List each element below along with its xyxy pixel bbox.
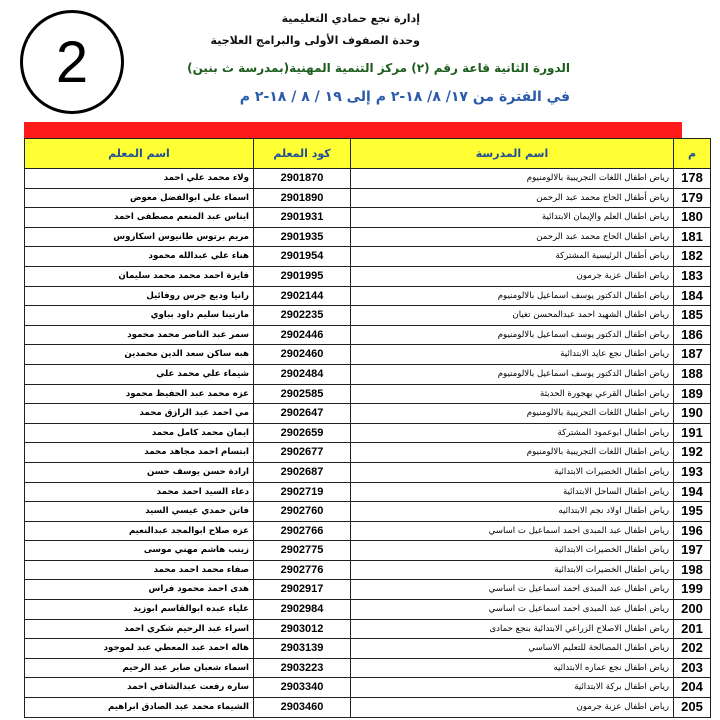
row-number: 203 <box>674 658 711 678</box>
row-number: 182 <box>674 247 711 267</box>
row-number: 186 <box>674 325 711 345</box>
teacher-code: 2902687 <box>254 462 351 482</box>
teacher-code: 2903139 <box>254 639 351 659</box>
school-name: رياض اطفال الشهيد احمد عبدالمحسن تغيان <box>351 306 674 326</box>
table-row <box>25 698 711 718</box>
teacher-code: 2902760 <box>254 502 351 522</box>
school-name: رياض اطفال ابوعمود المشتركة <box>351 423 674 443</box>
teacher-name: صفاء محمد احمد محمد <box>25 560 254 580</box>
school-name: رياض اطفال الدكتور يوسف اسماعيل بالالومنيوم <box>351 325 674 345</box>
teacher-name: الشيماء محمد عبد الصادق ابراهيم <box>25 698 254 718</box>
teacher-name: ايمان محمد كامل محمد <box>25 423 254 443</box>
teacher-code: 2902647 <box>254 404 351 424</box>
row-number: 200 <box>674 600 711 620</box>
table-body <box>25 169 711 718</box>
teacher-name: ارادة حسن يوسف حسن <box>25 462 254 482</box>
row-number: 194 <box>674 482 711 502</box>
row-number: 195 <box>674 502 711 522</box>
table-header-row <box>25 139 711 169</box>
school-name: رياض اطفال الساحل الابتدائية <box>351 482 674 502</box>
teacher-name: ولاء محمد علي احمد <box>25 169 254 189</box>
teacher-code: 2902775 <box>254 541 351 561</box>
teacher-name: زينب هاشم مهني موسى <box>25 541 254 561</box>
teacher-name: علياء عبده ابوالقاسم ابوزيد <box>25 600 254 620</box>
school-name: رياض اطفال الدكتور يوسف اسماعيل بالالومنيوم <box>351 364 674 384</box>
table-row <box>25 619 711 639</box>
row-number: 202 <box>674 639 711 659</box>
period-title: في الفترة من ١٧/ ٨/ ١٨-٢ م إلى ١٩ / ٨ / ١٨-٢ م <box>239 89 570 105</box>
table-row <box>25 325 711 345</box>
school-name: رياض اطفال الخضيرات الابتدائية <box>351 541 674 561</box>
row-number: 178 <box>674 169 711 189</box>
row-number: 199 <box>674 580 711 600</box>
school-name: رياض اطفال القرعي بهجورة الحديثة <box>351 384 674 404</box>
teacher-code: 2901954 <box>254 247 351 267</box>
teacher-code: 2903012 <box>254 619 351 639</box>
teachers-table <box>24 138 711 718</box>
row-number: 179 <box>674 188 711 208</box>
table-row <box>25 227 711 247</box>
row-number: 192 <box>674 443 711 463</box>
table-row <box>25 541 711 561</box>
teacher-code: 2903460 <box>254 698 351 718</box>
school-name: رياض اطفال عبد المبدى احمد اسماعيل ت اساسي <box>351 521 674 541</box>
teacher-code: 2901931 <box>254 208 351 228</box>
teacher-code: 2902776 <box>254 560 351 580</box>
school-name: رياض اطفال نجع عماره الابتدائيه <box>351 658 674 678</box>
school-name: رياض اطفال عزبة جرمون <box>351 698 674 718</box>
teacher-code: 2902984 <box>254 600 351 620</box>
teacher-name: مريم برتوس طانيوس اسكاروس <box>25 227 254 247</box>
teacher-name: مارتينا سليم داود بباوي <box>25 306 254 326</box>
table-row <box>25 404 711 424</box>
school-name: رياض أطفال الحاج محمد عبد الرحمن <box>351 188 674 208</box>
teacher-code: 2902144 <box>254 286 351 306</box>
header-num: م <box>674 139 711 169</box>
table-row <box>25 247 711 267</box>
table-row <box>25 678 711 698</box>
page-number: 2 <box>55 29 89 95</box>
row-number: 197 <box>674 541 711 561</box>
teacher-name: عزه محمد عبد الحفيظ محمود <box>25 384 254 404</box>
table-row <box>25 364 711 384</box>
header-school: اسم المدرسة <box>351 139 674 169</box>
row-number: 187 <box>674 345 711 365</box>
teacher-name: اسماء علي ابوالفضل معوض <box>25 188 254 208</box>
school-name: رياض اطفال عبد المبدى احمد اسماعيل ت اساسي <box>351 580 674 600</box>
school-name: رياض اطفال الاصلاح الزراعي الابتدائية بنجع حمادى <box>351 619 674 639</box>
directorate-title: إدارة نجع حمادي التعليمية <box>281 12 420 25</box>
teacher-name: مي احمد عبد الرازق محمد <box>25 404 254 424</box>
teacher-code: 2902484 <box>254 364 351 384</box>
teacher-code: 2902235 <box>254 306 351 326</box>
school-name: رياض اطفال عزبة جرمون <box>351 266 674 286</box>
table-row <box>25 658 711 678</box>
teacher-name: عزه صلاح ابوالمجد عبدالنعيم <box>25 521 254 541</box>
teacher-name: رانيا وديع جرس روفائيل <box>25 286 254 306</box>
header-teacher: اسم المعلم <box>25 139 254 169</box>
school-name: رياض اطفال الخضيرات الابتدائية <box>351 462 674 482</box>
row-number: 191 <box>674 423 711 443</box>
school-name: رياض اطفال اللغات التجريبية بالالومنيوم <box>351 169 674 189</box>
table-row <box>25 580 711 600</box>
teacher-name: هناء علي عبدالله محمود <box>25 247 254 267</box>
table-row <box>25 345 711 365</box>
teacher-code: 2902446 <box>254 325 351 345</box>
row-number: 190 <box>674 404 711 424</box>
school-name: رياض اطفال الحاج محمد عبد الرحمن <box>351 227 674 247</box>
teacher-code: 2902585 <box>254 384 351 404</box>
table-row <box>25 169 711 189</box>
table-row <box>25 208 711 228</box>
teacher-name: هبه ساكن سعد الدين محمدين <box>25 345 254 365</box>
teacher-code: 2901870 <box>254 169 351 189</box>
teacher-name: شيماء علي محمد علي <box>25 364 254 384</box>
teacher-code: 2901935 <box>254 227 351 247</box>
row-number: 185 <box>674 306 711 326</box>
teacher-code: 2902719 <box>254 482 351 502</box>
school-name: رياض اطفال المصالحة للتعليم الاساسي <box>351 639 674 659</box>
teacher-name: ساره رفعت عبدالشافي احمد <box>25 678 254 698</box>
row-number: 184 <box>674 286 711 306</box>
teacher-code: 2901995 <box>254 266 351 286</box>
school-name: رياض اطفال عبد المبدى احمد اسماعيل ت اساسي <box>351 600 674 620</box>
table-row <box>25 286 711 306</box>
row-number: 204 <box>674 678 711 698</box>
row-number: 193 <box>674 462 711 482</box>
teacher-name: اسراء عبد الرحيم شكري احمد <box>25 619 254 639</box>
school-name: رياض اطفال اولاد نجم الابتدائيه <box>351 502 674 522</box>
row-number: 198 <box>674 560 711 580</box>
header-code: كود المعلم <box>254 139 351 169</box>
teacher-code: 2902659 <box>254 423 351 443</box>
teacher-name: هاله احمد عبد المعطي عبد لموجود <box>25 639 254 659</box>
row-number: 183 <box>674 266 711 286</box>
teacher-name: فاتن حمدي عيسي السيد <box>25 502 254 522</box>
teacher-name: ايناس عبد المنعم مصطفى احمد <box>25 208 254 228</box>
teacher-name: فايزة احمد محمد محمد سليمان <box>25 266 254 286</box>
table-row <box>25 560 711 580</box>
session-title: الدورة الثانية قاعة رقم (٢) مركز التنمية المهنية(بمدرسة ث بنين) <box>187 61 570 75</box>
school-name: رياض اطفال الدكتور يوسف اسماعيل بالالومنيوم <box>351 286 674 306</box>
teacher-name: اسماء شعبان صابر عبد الرحيم <box>25 658 254 678</box>
row-number: 205 <box>674 698 711 718</box>
school-name: رياض اطفال بركة الابتدائية <box>351 678 674 698</box>
table-row <box>25 521 711 541</box>
table-row <box>25 306 711 326</box>
table-row <box>25 188 711 208</box>
row-number: 181 <box>674 227 711 247</box>
teacher-name: سمر عبد الناصر محمد محمود <box>25 325 254 345</box>
row-number: 188 <box>674 364 711 384</box>
table-row <box>25 502 711 522</box>
row-number: 201 <box>674 619 711 639</box>
school-name: رياض اطفال اللغات التجريبية بالالومنيوم <box>351 404 674 424</box>
table-row <box>25 600 711 620</box>
table-row <box>25 423 711 443</box>
table-row <box>25 482 711 502</box>
school-name: رياض اطفال العلم والإيمان الابتدائية <box>351 208 674 228</box>
teacher-code: 2903340 <box>254 678 351 698</box>
teacher-code: 2902917 <box>254 580 351 600</box>
school-name: رياض أطفال الرئيسية المشتركة <box>351 247 674 267</box>
table-row <box>25 639 711 659</box>
table-row <box>25 443 711 463</box>
teacher-name: هدى احمد محمود فراس <box>25 580 254 600</box>
unit-title: وحدة الصفوف الأولى والبرامج العلاجية <box>210 34 420 47</box>
red-banner-bar <box>24 122 682 138</box>
teacher-code: 2902677 <box>254 443 351 463</box>
row-number: 189 <box>674 384 711 404</box>
row-number: 180 <box>674 208 711 228</box>
teacher-code: 2902460 <box>254 345 351 365</box>
teacher-name: ابتسام احمد مجاهد محمد <box>25 443 254 463</box>
table-row <box>25 462 711 482</box>
table-row <box>25 266 711 286</box>
school-name: رياض اطفال اللغات التجريبية بالالومنيوم <box>351 443 674 463</box>
teacher-code: 2903223 <box>254 658 351 678</box>
school-name: رياض اطفال الخضيرات الابتدائية <box>351 560 674 580</box>
table-row <box>25 384 711 404</box>
school-name: رياض اطفال نجع عايد الابتدائية <box>351 345 674 365</box>
row-number: 196 <box>674 521 711 541</box>
teacher-code: 2901890 <box>254 188 351 208</box>
page-number-badge <box>20 10 124 114</box>
teacher-name: دعاء السيد احمد محمد <box>25 482 254 502</box>
teacher-code: 2902766 <box>254 521 351 541</box>
